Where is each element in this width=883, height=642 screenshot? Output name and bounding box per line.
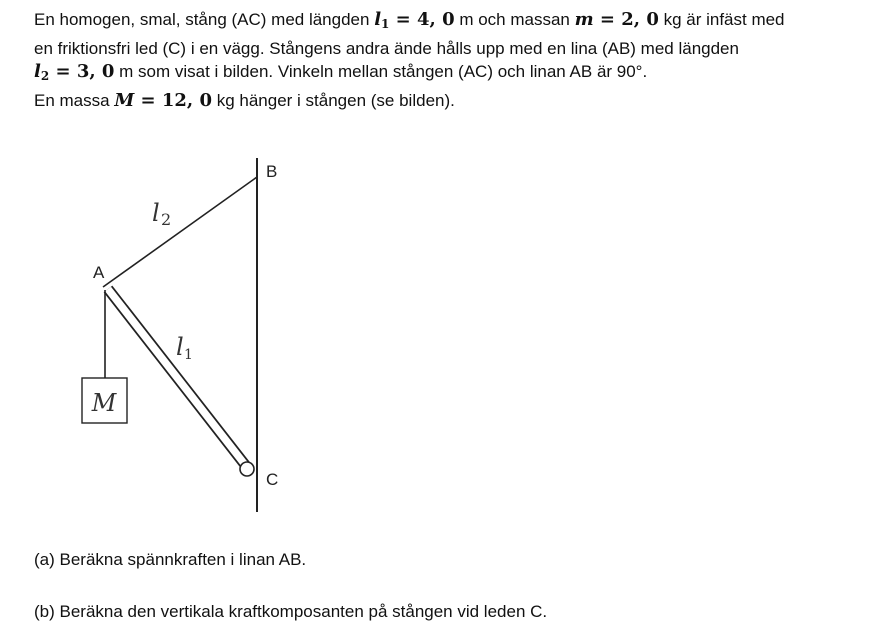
math-var-M: M — [114, 89, 135, 111]
label-a: A — [93, 263, 105, 282]
label-l2 — [152, 199, 171, 229]
label-c: C — [266, 470, 279, 489]
math-value: = 4, 0 — [389, 9, 455, 30]
math-var-m: m — [574, 9, 594, 30]
math-value: = 3, 0 — [49, 61, 115, 82]
text-segment: En massa — [34, 90, 115, 110]
hinge-c — [240, 462, 254, 476]
text-segment: m och massan — [454, 10, 575, 29]
text-segment: En homogen, smal, stång (AC) med längden — [34, 10, 375, 29]
label-l2-var: l — [152, 199, 160, 227]
math-subscript: 1 — [381, 17, 390, 31]
math-var-l: l — [34, 61, 41, 82]
mass-label: M — [91, 389, 117, 417]
rod-ac — [108, 289, 246, 466]
math-value: = 2, 0 — [593, 9, 659, 30]
math-subscript: 2 — [40, 69, 50, 83]
label-l1-sub: 1 — [184, 347, 193, 363]
rope-ab — [103, 177, 257, 287]
question-b: (b) Beräkna den vertikala kraftkomposanten på stången vid leden C. — [34, 602, 548, 621]
label-l1-var: l — [176, 333, 184, 361]
math-var-l: l — [374, 9, 382, 30]
text-segment: kg är infäst med — [658, 10, 785, 29]
math-value: = 12, 0 — [134, 89, 212, 111]
label-b: B — [266, 162, 278, 181]
text-segment: kg hänger i stången (se bilden). — [211, 90, 455, 110]
label-l1 — [176, 333, 193, 363]
label-l2-sub: 2 — [161, 210, 172, 229]
question-a: (a) Beräkna spännkraften i linan AB. — [34, 550, 307, 569]
problem-line-2: en friktionsfri led (C) i en vägg. Stångens andra ände hålls upp med en lina (AB) med längden — [34, 38, 739, 58]
text-segment: m som visat i bilden. Vinkeln mellan stången (AC) och linan AB är 90°. — [114, 62, 648, 81]
